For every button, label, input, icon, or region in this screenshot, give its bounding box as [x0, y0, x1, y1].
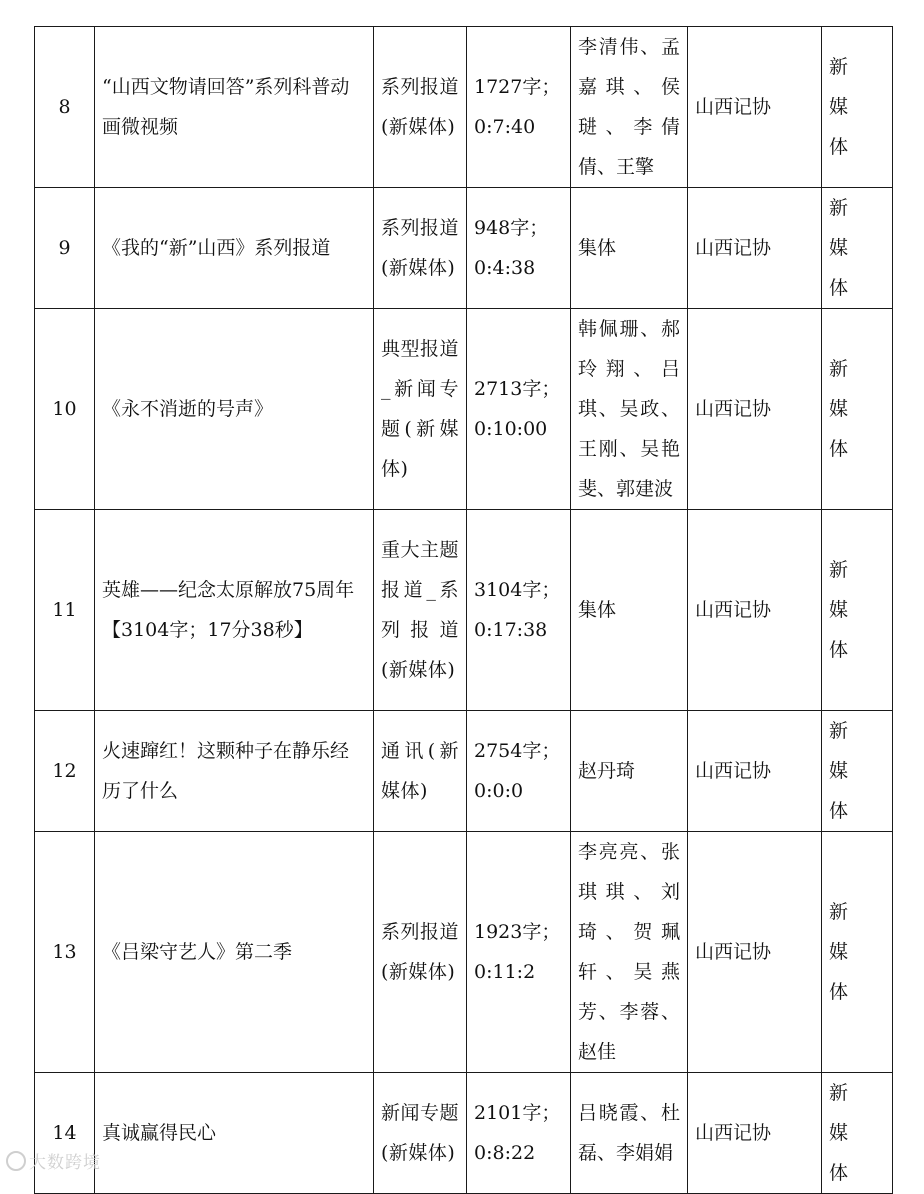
work-authors: 吕晓霞、杜磊、李娟娟 [571, 1073, 688, 1194]
table-row [35, 711, 893, 832]
work-category: 新媒体 [822, 309, 893, 510]
row-number: 13 [35, 832, 95, 1073]
work-authors: 集体 [571, 188, 688, 309]
table-row [35, 188, 893, 309]
work-type: 新闻专题(新媒体) [374, 1073, 467, 1194]
table-row [35, 1073, 893, 1194]
work-title: “山西文物请回答”系列科普动画微视频 [95, 27, 374, 188]
work-length: 2713字；0:10:00 [467, 309, 571, 510]
work-authors: 李清伟、孟嘉琪、侯琎、李倩倩、王擎 [571, 27, 688, 188]
work-authors: 集体 [571, 510, 688, 711]
work-title: 英雄——纪念太原解放75周年【3104字；17分38秒】 [95, 510, 374, 711]
work-title: 火速蹿红！这颗种子在静乐经历了什么 [95, 711, 374, 832]
table-row [35, 832, 893, 1073]
table-row [35, 27, 893, 188]
work-authors: 赵丹琦 [571, 711, 688, 832]
row-number: 8 [35, 27, 95, 188]
work-category: 新媒体 [822, 1073, 893, 1194]
row-number: 9 [35, 188, 95, 309]
work-title: 《我的“新”山西》系列报道 [95, 188, 374, 309]
row-number: 12 [35, 711, 95, 832]
table-row [35, 309, 893, 510]
works-table [34, 26, 893, 1194]
recommending-unit: 山西记协 [688, 188, 822, 309]
work-type: 通讯(新媒体) [374, 711, 467, 832]
work-type: 系列报道(新媒体) [374, 832, 467, 1073]
work-length: 3104字；0:17:38 [467, 510, 571, 711]
watermark-text: 大数跨境 [29, 1153, 101, 1173]
row-number: 14 [35, 1073, 95, 1194]
row-number: 10 [35, 309, 95, 510]
recommending-unit: 山西记协 [688, 1073, 822, 1194]
work-type: 典型报道_新闻专题(新媒体) [374, 309, 467, 510]
recommending-unit: 山西记协 [688, 510, 822, 711]
work-length: 1923字；0:11:2 [467, 832, 571, 1073]
work-title: 《吕梁守艺人》第二季 [95, 832, 374, 1073]
work-category: 新媒体 [822, 27, 893, 188]
work-category: 新媒体 [822, 188, 893, 309]
work-length: 2101字；0:8:22 [467, 1073, 571, 1194]
work-length: 1727字；0:7:40 [467, 27, 571, 188]
work-category: 新媒体 [822, 711, 893, 832]
work-type: 系列报道(新媒体) [374, 188, 467, 309]
recommending-unit: 山西记协 [688, 832, 822, 1073]
work-length: 2754字；0:0:0 [467, 711, 571, 832]
recommending-unit: 山西记协 [688, 27, 822, 188]
work-category: 新媒体 [822, 510, 893, 711]
row-number: 11 [35, 510, 95, 711]
recommending-unit: 山西记协 [688, 711, 822, 832]
work-length: 948字；0:4:38 [467, 188, 571, 309]
work-authors: 韩佩珊、郝玲翔、吕琪、吴政、王刚、吴艳斐、郭建波 [571, 309, 688, 510]
watermark-logo-icon [6, 1151, 26, 1171]
work-type: 系列报道(新媒体) [374, 27, 467, 188]
table-row [35, 510, 893, 711]
watermark [6, 1148, 101, 1173]
work-category: 新媒体 [822, 832, 893, 1073]
work-type: 重大主题报道_系列报道(新媒体) [374, 510, 467, 711]
work-title: 真诚赢得民心 [95, 1073, 374, 1194]
work-authors: 李亮亮、张琪琪、刘琦、贺珮轩、吴燕芳、李蓉、赵佳 [571, 832, 688, 1073]
work-title: 《永不消逝的号声》 [95, 309, 374, 510]
recommending-unit: 山西记协 [688, 309, 822, 510]
